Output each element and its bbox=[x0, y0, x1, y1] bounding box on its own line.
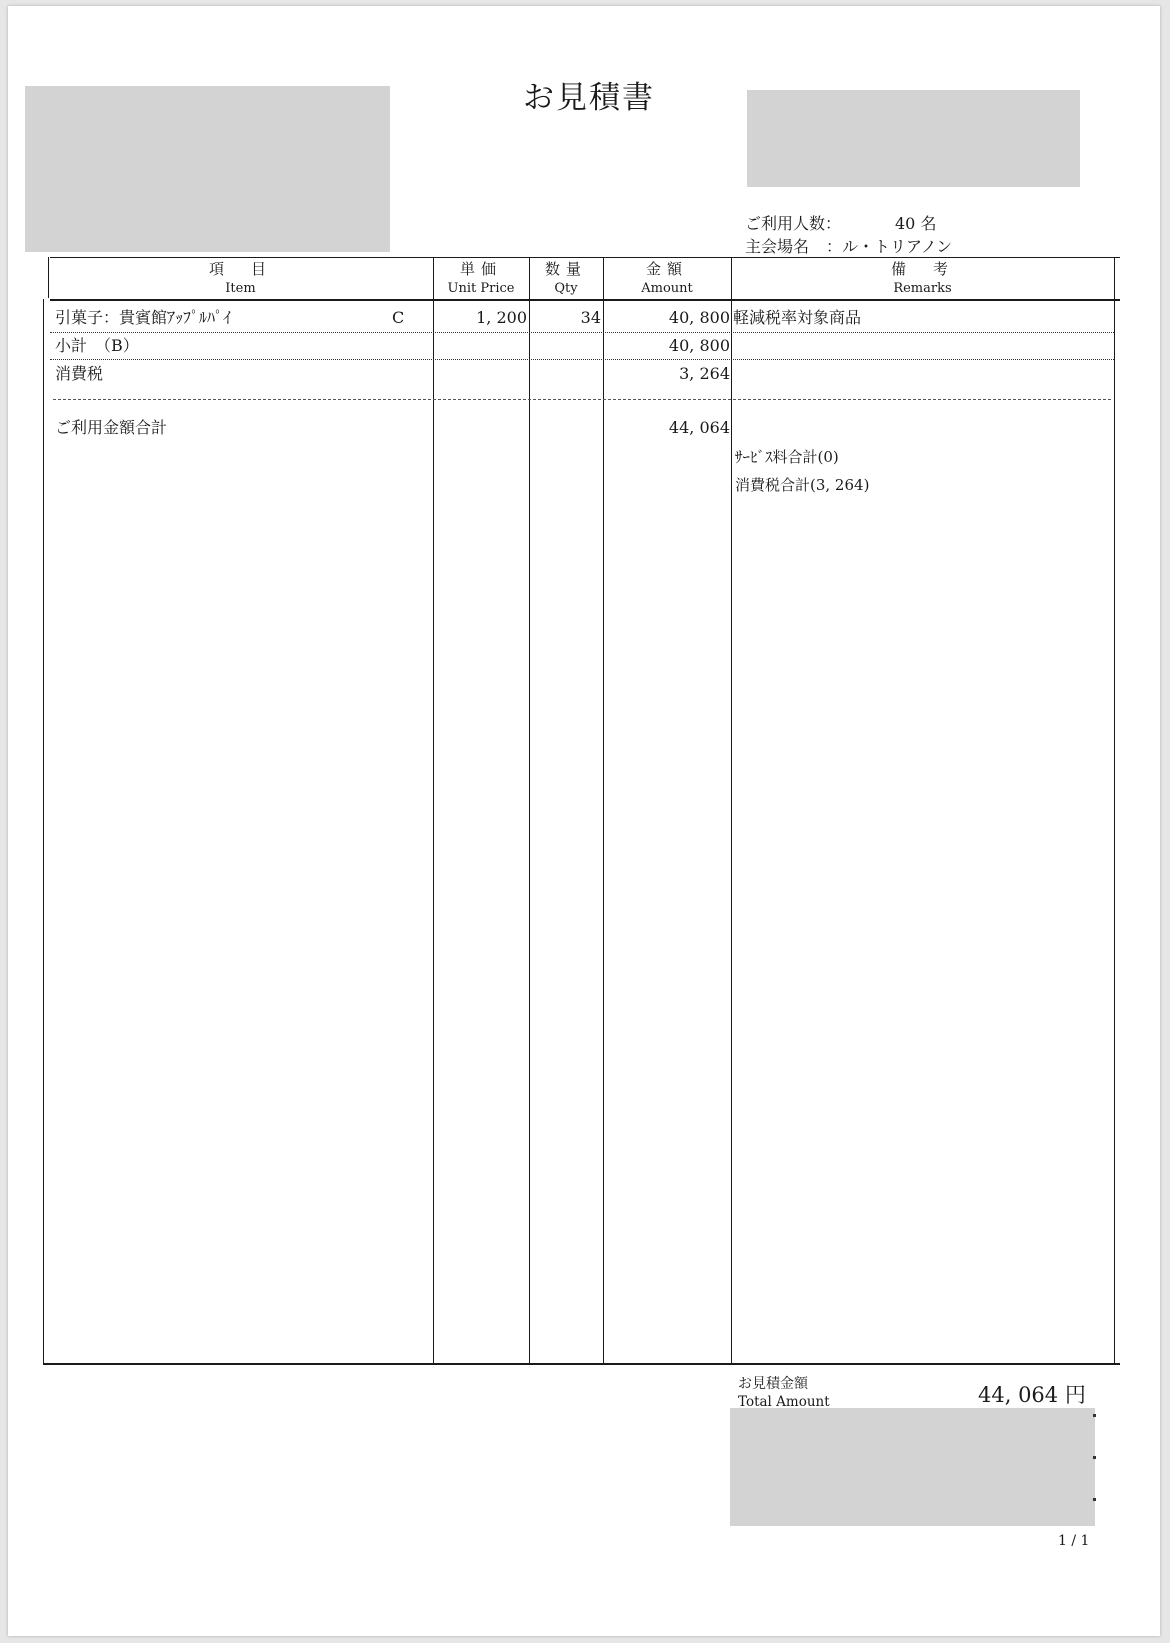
row-item: 引菓子：貴賓館ｱｯﾌﾟﾙﾊﾟｲ bbox=[55, 308, 232, 327]
col-divider-item bbox=[433, 257, 434, 1363]
row-unit-price: 1, 200 bbox=[476, 308, 527, 327]
guests-label: ご利用人数： bbox=[745, 214, 842, 233]
header-amount-jp: 金額 bbox=[645, 260, 688, 278]
header-bottom-border bbox=[50, 299, 1120, 301]
header-amount-en: Amount bbox=[641, 281, 693, 296]
total-amount-label-en: Total Amount bbox=[738, 1394, 830, 1410]
row-divider bbox=[50, 359, 1114, 360]
header-remarks-en: Remarks bbox=[893, 281, 952, 296]
venue-value: ：ル・トリアノン bbox=[826, 237, 953, 256]
guests-value: 40 名 bbox=[895, 214, 937, 233]
header-unit-price bbox=[433, 260, 529, 298]
header-qty-en: Qty bbox=[554, 281, 578, 296]
header-qty-jp: 数量 bbox=[544, 260, 587, 278]
venue-label: 主会場名 bbox=[745, 237, 810, 256]
note-tax-total: 消費税合計(3, 264) bbox=[735, 476, 870, 494]
table-bottom-border bbox=[43, 1363, 1120, 1365]
grand-total-label: ご利用金額合計 bbox=[55, 418, 168, 437]
row-item: 消費税 bbox=[55, 364, 104, 383]
row-divider bbox=[53, 399, 1111, 400]
row-remarks: 軽減税率対象商品 bbox=[733, 308, 862, 327]
redacted-block-bottom-right bbox=[730, 1408, 1095, 1526]
header-unit-price-jp: 単価 bbox=[459, 260, 502, 278]
estimate-page bbox=[8, 6, 1160, 1636]
table-right-border bbox=[1114, 257, 1115, 1363]
table-top-border bbox=[50, 257, 1120, 258]
total-amount-label bbox=[738, 1375, 830, 1411]
col-divider-amount bbox=[731, 257, 732, 1363]
row-divider bbox=[50, 332, 1114, 333]
table-left-border-body bbox=[43, 299, 44, 1364]
header-amount bbox=[603, 260, 731, 298]
row-amount: 40, 800 bbox=[668, 308, 730, 327]
header-unit-price-en: Unit Price bbox=[447, 281, 515, 296]
row-amount: 3, 264 bbox=[679, 364, 730, 383]
header-remarks-jp: 備 考 bbox=[890, 260, 954, 278]
page-number: 1 / 1 bbox=[1058, 1533, 1090, 1549]
total-amount-label-jp: お見積金額 bbox=[738, 1376, 808, 1392]
row-code: C bbox=[392, 308, 405, 327]
row-amount: 40, 800 bbox=[668, 336, 730, 355]
row-item: 小計 （B） bbox=[55, 336, 139, 355]
header-item-jp: 項 目 bbox=[208, 260, 272, 278]
header-qty bbox=[529, 260, 603, 298]
note-service-charge: ｻｰﾋﾞｽ料合計(0) bbox=[735, 448, 839, 466]
header-item bbox=[48, 260, 433, 298]
grand-total-amount: 44, 064 bbox=[668, 418, 730, 437]
row-qty: 34 bbox=[580, 308, 601, 327]
header-remarks bbox=[731, 260, 1114, 298]
margin-mark bbox=[1093, 1414, 1096, 1417]
total-amount-value: 44, 064 円 bbox=[978, 1383, 1086, 1407]
margin-mark bbox=[1093, 1498, 1096, 1501]
col-divider-unit-price bbox=[529, 257, 530, 1363]
document-title: お見積書 bbox=[523, 80, 655, 116]
header-item-en: Item bbox=[225, 281, 256, 296]
margin-mark bbox=[1093, 1456, 1096, 1459]
